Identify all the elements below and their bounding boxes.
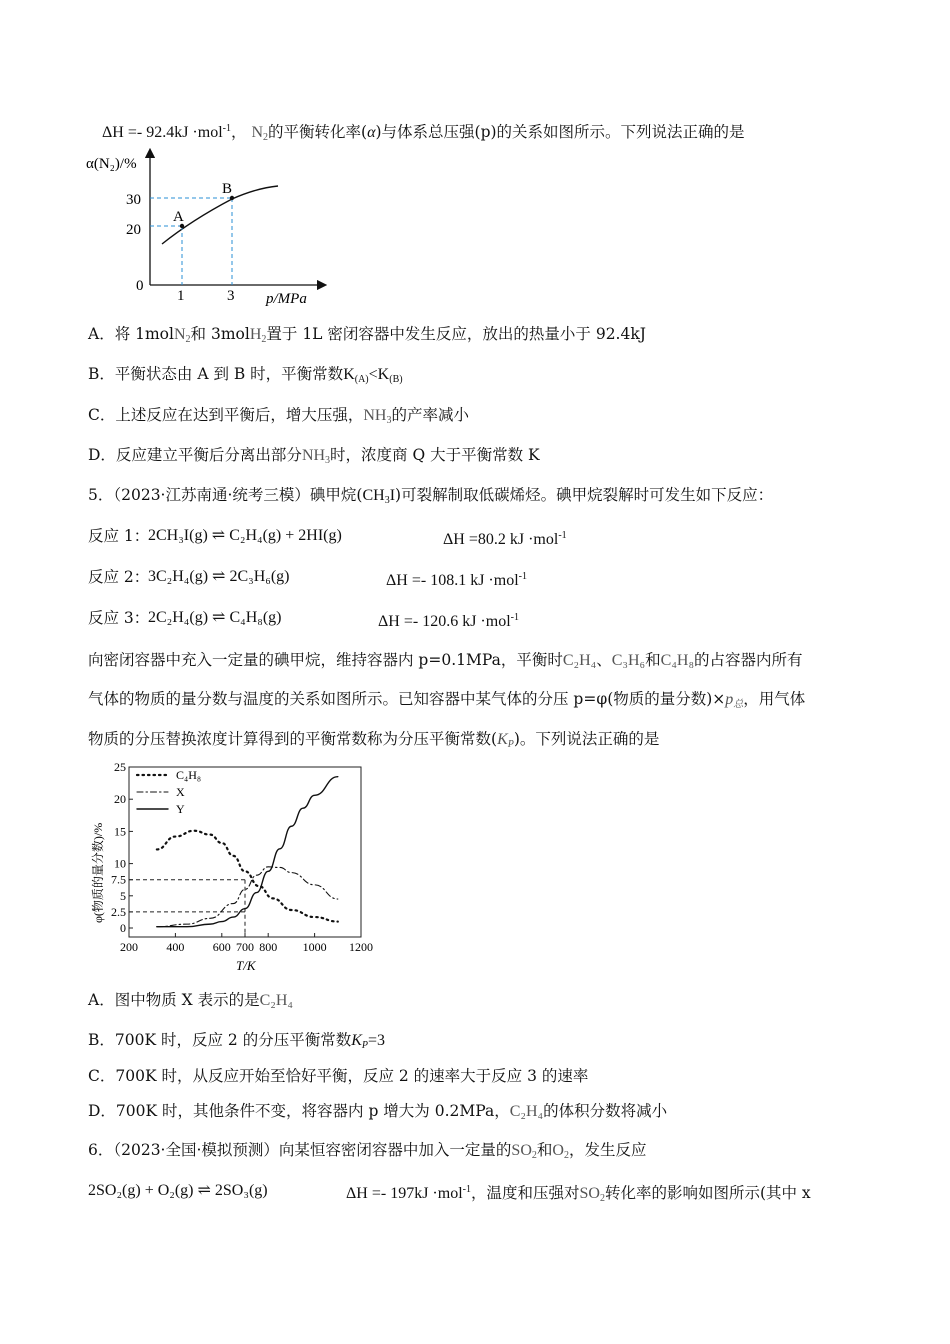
x-tick-label-600: 600 [212,940,231,954]
y-axis-label: φ(物质的量分数)/% [91,822,105,923]
enthalpy: ΔH =- 92.4kJ ·mol [102,124,223,141]
reaction-2: 反应 2： 3C₂H₄(g) ⇌ 2C₃H₆(g) ΔH =- 108.1 kJ ·mol$^{-1}$ [88,568,527,589]
q6-intro: 6．（2023·全国·模拟预测）向某恒容密闭容器中加入一定量的$SO_2$和$O_2$，发生反应 [88,1141,647,1161]
origin-label: 0 [136,278,144,294]
y-axis-label: α(N₂)/% [86,156,137,172]
point-b-label: B [222,181,233,197]
chart-n2-conversion [82,148,342,308]
y-tick-label-0: 0 [120,921,126,935]
legend-label-1: X [176,785,185,799]
q5-paragraph-line-3: 物质的分压替换浓度计算得到的平衡常数称为分压平衡常数$(K_P)$。下列说法正确的是 [88,730,660,750]
y-tick-label-5: 5 [120,888,126,903]
q4-stem-line: ΔH =- 92.4kJ ·mol$^{-1}$， $N_2$的平衡转化率(α)与体系总压强(p)的关系如图所示。下列说法正确的是 [102,123,745,143]
y-tick-20: 20 [126,222,141,238]
reaction-1-enthalpy: ΔH =80.2 kJ ·mol$^{-1}$ [443,530,567,548]
q4-option-a: A．将 1molN$_2$和 3molH$_2$置于 1L 密闭容器中发生反应，放出的热量小于 92.4kJ [88,325,646,345]
x-axis-label: T/K [236,958,256,973]
formula-n2: $N_2$ [251,124,268,143]
legend-label-2: Y [176,802,185,816]
y-tick-label-15: 15 [114,824,126,839]
legend-label-0: C₄H₈ [176,768,202,782]
reaction-2-enthalpy: ΔH =- 108.1 kJ ·mol$^{-1}$ [386,571,527,589]
q6-enthalpy: ΔH =- 197kJ ·mol$^{-1}$，温度和压强对$SO_2$转化率的影响如图所示(其中 x [346,1184,811,1204]
reaction-2-equation: 3C₂H₄(g) ⇌ 2C₃H₆(g) [148,568,290,585]
y-tick-label-2.5: 2.5 [111,904,126,919]
reaction-1: 反应 1： 2CH₃I(g) ⇌ C₂H₄(g) + 2HI(g) ΔH =80.2 kJ ·mol$^{-1}$ [88,527,567,548]
x-tick-3: 3 [227,288,235,304]
x-tick-label-1000: 1000 [302,940,327,954]
x-axis-label: p/MPa [266,291,307,307]
y-tick-label-20: 20 [114,792,126,807]
y-tick-30: 30 [126,192,141,208]
x-tick-label-1200: 1200 [349,940,373,954]
q5-intro: 5．（2023·江苏南通·统考三模）碘甲烷$(CH_3I)$可裂解制取低碳烯烃。碘甲烷裂解时可发生如下反应： [88,486,774,506]
q5-option-b: B．700K 时，反应 2 的分压平衡常数$K_P=3$ [88,1031,386,1051]
q5-option-a: A．图中物质 X 表示的是C₂H₄ [88,991,293,1009]
point-a-label: A [173,209,184,225]
q4-option-b: B．平衡状态由 A 到 B 时，平衡常数$K_{(A)}<K_{(B)}$ [88,365,403,385]
chart-mole-fraction-vs-temperature [86,758,386,976]
reaction-3-equation: 2C₂H₄(g) ⇌ C₄H₈(g) [148,609,282,626]
y-tick-label-10: 10 [114,856,126,871]
q6-equation: 2SO₂(g) + O₂(g) ⇌ 2SO₃(g) [88,1182,268,1199]
q4-option-d: D．反应建立平衡后分离出部分$NH_3$时，浓度商 Q 大于平衡常数 K [88,446,540,466]
x-tick-1: 1 [177,288,185,304]
y-tick-label-25: 25 [114,760,126,774]
x-tick-label-700: 700 [236,940,254,954]
q5-paragraph-line-2: 气体的物质的量分数与温度的关系如图所示。已知容器中某气体的分压 p=φ(物质的量分数)$\times p_总$，用气体 [88,690,806,710]
reaction-1-equation: 2CH₃I(g) ⇌ C₂H₄(g) + 2HI(g) [148,527,342,544]
x-tick-label-200: 200 [120,940,138,954]
q5-paragraph-line-1: 向密闭容器中充入一定量的碘甲烷，维持容器内 p=0.1MPa，平衡时C₂H₄、C₃H₆和C₄H₈的占容器内所有 [88,651,803,669]
y-tick-label-7.5: 7.5 [111,872,126,887]
q5-option-c: C．700K 时，从反应开始至恰好平衡，反应 2 的速率大于反应 3 的速率 [88,1067,589,1085]
reaction-3-enthalpy: ΔH =- 120.6 kJ ·mol$^{-1}$ [378,612,519,630]
legend [137,768,201,816]
reaction-3: 反应 3： 2C₂H₄(g) ⇌ C₄H₈(g) ΔH =- 120.6 kJ ·mol$^{-1}$ [88,609,519,630]
guide-lines [150,198,232,285]
series-line-2 [157,777,338,927]
q6-equation-line [88,1180,811,1204]
q5-option-d: D．700K 时，其他条件不变，将容器内 p 增大为 0.2MPa，C₂H₄的体积分数将减小 [88,1102,668,1120]
x-tick-label-800: 800 [259,940,278,954]
q4-option-c: C．上述反应在达到平衡后，增大压强，$NH_3$的产率减小 [88,406,469,426]
x-tick-label-400: 400 [166,940,185,954]
